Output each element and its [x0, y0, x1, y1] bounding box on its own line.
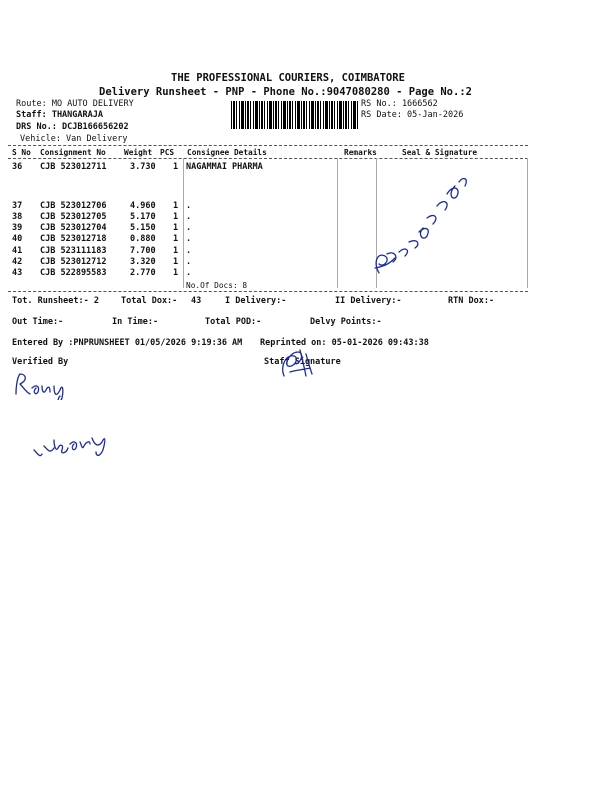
- col-seal: Seal & Signature: [402, 148, 478, 157]
- row-weight: 2.770: [130, 268, 156, 278]
- row-weight: 5.150: [130, 223, 156, 233]
- col-remarks: Remarks: [344, 148, 377, 157]
- total-pod: Total POD:-: [205, 317, 262, 327]
- table-bottom-rule: [8, 291, 528, 292]
- rs-number: RS No.: 1666562: [361, 99, 438, 109]
- runsheet-subtitle: Delivery Runsheet - PNP - Phone No.:9047080280 - Page No.:2: [99, 86, 472, 98]
- row-pcs: 1: [173, 234, 179, 244]
- col-pcs: PCS: [160, 148, 175, 157]
- rtn-dox: RTN Dox:-: [448, 296, 495, 306]
- row-weight: 4.960: [130, 201, 156, 211]
- divider-remarks: [337, 158, 338, 288]
- row-consignment: CJB 523012711: [40, 162, 107, 172]
- row-consignee: .: [186, 223, 192, 233]
- staff-signature-label: Staff Signature: [264, 357, 341, 367]
- row-sno: 42: [12, 257, 23, 267]
- row-weight: 7.700: [130, 246, 156, 256]
- row-consignee: .: [186, 201, 192, 211]
- row-sno: 41: [12, 246, 23, 256]
- total-runsheet: Tot. Runsheet:- 2: [12, 296, 99, 306]
- row-consignment: CJB 523012712: [40, 257, 107, 267]
- row-sno: 38: [12, 212, 23, 222]
- extra-signature: [30, 424, 120, 464]
- reprinted-on: Reprinted on: 05-01-2026 09:43:38: [260, 338, 429, 348]
- row-consignment: CJB 523111183: [40, 246, 107, 256]
- vehicle-label: Vehicle: Van Delivery: [20, 134, 128, 144]
- table-top-rule: [8, 145, 528, 146]
- row-pcs: 1: [173, 212, 179, 222]
- verified-by-label: Verified By: [12, 357, 69, 367]
- row-sno: 40: [12, 234, 23, 244]
- delvy-points: Delvy Points:-: [310, 317, 382, 327]
- row-pcs: 1: [173, 246, 179, 256]
- staff-signature-scribble: [276, 346, 316, 382]
- total-dox-label: Total Dox:-: [121, 296, 178, 306]
- out-time: Out Time:-: [12, 317, 64, 327]
- row-pcs: 1: [173, 257, 179, 267]
- row-consignee: .: [186, 212, 192, 222]
- divider-consignee: [183, 158, 184, 288]
- no-of-docs: No.Of Docs: 8: [186, 281, 248, 290]
- route-label: Route: MO AUTO DELIVERY: [16, 99, 134, 109]
- row-sno: 43: [12, 268, 23, 278]
- drs-number: DRS No.: DCJB166656202: [16, 122, 129, 132]
- row-weight: 3.320: [130, 257, 156, 267]
- row-consignee: .: [186, 234, 192, 244]
- i-delivery: I Delivery:-: [225, 296, 287, 306]
- col-consignment: Consignment No: [40, 148, 106, 157]
- row-consignment: CJB 523012705: [40, 212, 107, 222]
- verified-by-signature: [12, 370, 72, 400]
- divider-right: [527, 158, 528, 288]
- rs-date: RS Date: 05-Jan-2026: [361, 110, 464, 120]
- row-weight: 3.730: [130, 162, 156, 172]
- row-consignment: CJB 523012718: [40, 234, 107, 244]
- staff-label: Staff: THANGARAJA: [16, 110, 103, 120]
- row-pcs: 1: [173, 201, 179, 211]
- in-time: In Time:-: [112, 317, 159, 327]
- row-weight: 5.170: [130, 212, 156, 222]
- row-weight: 0.880: [130, 234, 156, 244]
- col-consignee: Consignee Details: [187, 148, 267, 157]
- barcode-image: [231, 101, 359, 129]
- row-consignee: .: [186, 246, 192, 256]
- row-pcs: 1: [173, 268, 179, 278]
- col-sno: S No: [12, 148, 31, 157]
- company-title: THE PROFESSIONAL COURIERS, COIMBATORE: [171, 72, 405, 84]
- row-consignment: CJB 523012704: [40, 223, 107, 233]
- consignee-signature: [365, 168, 475, 283]
- entered-by: Entered By :PNPRUNSHEET 01/05/2026 9:19:36 AM: [12, 338, 243, 348]
- row-pcs: 1: [173, 162, 179, 172]
- row-sno: 39: [12, 223, 23, 233]
- col-weight: Weight: [124, 148, 153, 157]
- row-sno: 37: [12, 201, 23, 211]
- table-header-rule: [8, 158, 528, 159]
- row-sno: 36: [12, 162, 23, 172]
- total-dox-value: 43: [191, 296, 202, 306]
- row-consignee: .: [186, 268, 192, 278]
- ii-delivery: II Delivery:-: [335, 296, 402, 306]
- row-consignee: NAGAMMAI PHARMA: [186, 162, 263, 172]
- row-consignee: .: [186, 257, 192, 267]
- row-consignment: CJB 522895583: [40, 268, 107, 278]
- row-pcs: 1: [173, 223, 179, 233]
- row-consignment: CJB 523012706: [40, 201, 107, 211]
